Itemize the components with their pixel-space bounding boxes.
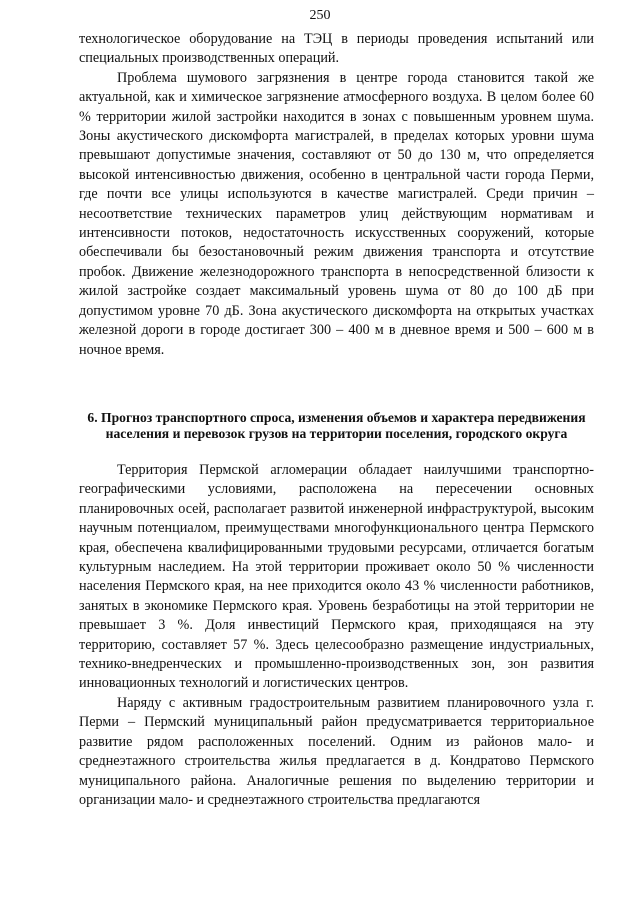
text-block-top — [79, 30, 594, 360]
section-heading: 6. Прогноз транспортного спроса, изменения объемов и характера передвижения населения и перевозок грузов на территории поселения, городского округа — [87, 410, 586, 441]
paragraph-development: Наряду с активным градостроительным развитием планировочного узла г. Перми – Пермский муниципальный район предусматривается территориальное развитие рядом расположенных поселений. Одним из районов мало- и среднеэтажного строительства жилья предлагается в д. Кондратово Пермского муниципального района. Аналогичные решения по выделению территории и организации мало- и среднеэтажного строительства предлагаются — [79, 694, 594, 808]
paragraph-continuation: технологическое оборудование на ТЭЦ в периоды проведения испытаний или специальных производственных операций. — [79, 31, 594, 67]
paragraph-noise-pollution: Проблема шумового загрязнения в центре города становится такой же актуальной, как и химическое загрязнение атмосферного воздуха. В целом более 60 % территории жилой застройки находится в зонах с повышенным уровнем шума. Зоны акустического дискомфорта магистралей, в пределах которых уровни шума превышают допустимые значения, составляют от 50 до 130 м, что определяется высокой интенсивностью движения, особенно в центральной части города Перми, где почти все улицы используются в качестве магистралей. Среди причин – несоответствие технических параметров улиц действующим нормативам и интенсивности потоков, недостаточность искусственных сооружений, которые обеспечивали бы безостановочный режим движения транспорта и отсутствие пробок. Движение железнодорожного транспорта в непосредственной близости к жилой застройке создает максимальный уровень шума от 80 до 100 дБ при допустимом уровне 70 дБ. Зона акустического дискомфорта на открытых участках железной дороги в городе достигает 300 – 400 м в дневное время и 500 – 600 м в ночное время. — [79, 69, 594, 358]
page-number: 250 — [309, 8, 331, 23]
paragraph-agglomeration: Территория Пермской агломерации обладает наилучшими транспортно-географическими условиями, расположена на пересечении основных планировочных осей, располагает развитой инженерной инфраструктурой, высоким научным потенциалом, преимуществами многофункционального центра Пермского края, обеспечена квалифицированными трудовыми ресурсами, отличается богатым культурным наследием. На этой территории проживает около 50 % численности населения Пермского края, на нее приходится около 43 % численности работников, занятых в экономике Пермского края. Уровень безработицы на этой территории не превышает 3 %. Доля инвестиций Пермского края, приходящаяся на эту территорию, составляет 57 %. Здесь целесообразно размещение индустриальных, технико-внедренческих и промышленно-производственных зон, зон развития инновационных технологий и логистических центров. — [79, 462, 594, 692]
text-block-bottom — [79, 461, 594, 810]
